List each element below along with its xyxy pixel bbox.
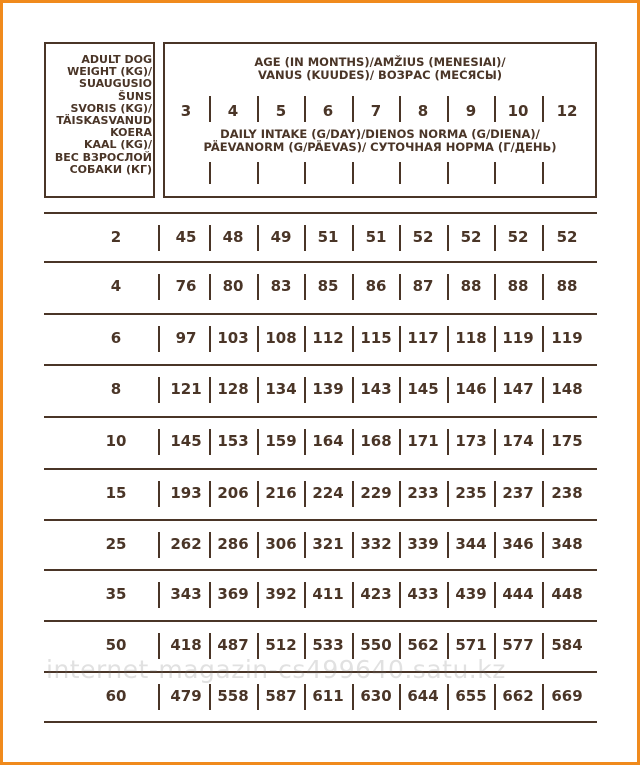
row-separator xyxy=(399,532,401,558)
row-separator xyxy=(304,429,306,455)
header-separator xyxy=(542,96,544,122)
age-column-header: 7 xyxy=(370,102,382,120)
age-header-box xyxy=(163,42,597,198)
intake-cell: 49 xyxy=(270,227,292,246)
weight-header-line: TÄISKASVANUD xyxy=(56,114,152,128)
intake-cell: 86 xyxy=(365,276,387,295)
intake-cell: 423 xyxy=(360,584,392,603)
intake-cell: 88 xyxy=(460,276,482,295)
age-column-header: 6 xyxy=(322,102,334,120)
age-column-header: 9 xyxy=(465,102,477,120)
row-separator xyxy=(352,532,354,558)
intake-cell: 85 xyxy=(317,276,339,295)
header-separator xyxy=(542,162,544,184)
weight-cell: 4 xyxy=(110,276,122,295)
row-separator xyxy=(304,481,306,507)
intake-cell: 571 xyxy=(455,635,487,654)
intake-cell: 52 xyxy=(556,227,578,246)
intake-cell: 344 xyxy=(455,534,487,553)
weight-cell: 15 xyxy=(105,483,127,502)
row-separator xyxy=(257,326,259,352)
intake-cell: 51 xyxy=(317,227,339,246)
row-separator xyxy=(494,377,496,403)
weight-header-line: ŠUNS xyxy=(118,89,152,103)
row-separator xyxy=(158,377,160,403)
age-column-header: 3 xyxy=(180,102,192,120)
row-separator xyxy=(399,326,401,352)
row-separator xyxy=(494,481,496,507)
weight-header-line: KOERA xyxy=(110,126,152,140)
row-separator xyxy=(304,225,306,251)
row-separator xyxy=(494,532,496,558)
header-separator xyxy=(209,162,211,184)
row-separator xyxy=(399,377,401,403)
row-separator xyxy=(209,633,211,659)
row-separator xyxy=(494,684,496,710)
intake-cell: 147 xyxy=(502,379,534,398)
intake-cell: 134 xyxy=(265,379,297,398)
intake-cell: 262 xyxy=(170,534,202,553)
row-divider xyxy=(44,261,597,263)
header-separator xyxy=(447,96,449,122)
row-separator xyxy=(304,582,306,608)
intake-cell: 587 xyxy=(265,686,297,705)
intake-cell: 118 xyxy=(455,328,487,347)
row-separator xyxy=(542,582,544,608)
row-divider xyxy=(44,721,597,723)
intake-cell: 168 xyxy=(360,431,392,450)
weight-header-box xyxy=(44,42,155,198)
row-separator xyxy=(447,377,449,403)
intake-cell: 238 xyxy=(551,483,583,502)
weight-cell: 50 xyxy=(105,635,127,654)
intake-cell: 433 xyxy=(407,584,439,603)
intake-cell: 448 xyxy=(551,584,583,603)
intake-cell: 479 xyxy=(170,686,202,705)
intake-cell: 439 xyxy=(455,584,487,603)
age-header-line-1: AGE (IN MONTHS)/AMŽIUS (MENESIAI)/ xyxy=(254,55,506,69)
weight-header-line: ADULT DOG xyxy=(81,53,152,66)
row-separator xyxy=(257,582,259,608)
row-separator xyxy=(542,429,544,455)
row-separator xyxy=(209,326,211,352)
intake-cell: 562 xyxy=(407,635,439,654)
row-separator xyxy=(494,633,496,659)
row-divider xyxy=(44,468,597,470)
row-separator xyxy=(158,532,160,558)
intake-cell: 306 xyxy=(265,534,297,553)
intake-cell: 206 xyxy=(217,483,249,502)
row-separator xyxy=(304,326,306,352)
intake-cell: 237 xyxy=(502,483,534,502)
header-separator xyxy=(257,162,259,184)
intake-cell: 146 xyxy=(455,379,487,398)
row-separator xyxy=(209,274,211,300)
intake-cell: 229 xyxy=(360,483,392,502)
row-separator xyxy=(209,532,211,558)
intake-cell: 121 xyxy=(170,379,202,398)
row-separator xyxy=(209,684,211,710)
row-separator xyxy=(209,377,211,403)
row-separator xyxy=(542,326,544,352)
row-separator xyxy=(542,684,544,710)
row-divider xyxy=(44,671,597,673)
intake-cell: 286 xyxy=(217,534,249,553)
row-separator xyxy=(209,582,211,608)
row-separator xyxy=(257,532,259,558)
row-separator xyxy=(399,429,401,455)
intake-cell: 52 xyxy=(460,227,482,246)
weight-cell: 8 xyxy=(110,379,122,398)
intake-cell: 175 xyxy=(551,431,583,450)
row-separator xyxy=(209,225,211,251)
header-separator xyxy=(352,162,354,184)
watermark-text: internet-magazin-cs499640.satu.kz xyxy=(46,655,506,684)
intake-cell: 76 xyxy=(175,276,197,295)
header-separator xyxy=(494,162,496,184)
intake-cell: 369 xyxy=(217,584,249,603)
intake-cell: 45 xyxy=(175,227,197,246)
intake-cell: 159 xyxy=(265,431,297,450)
intake-cell: 512 xyxy=(265,635,297,654)
row-separator xyxy=(542,377,544,403)
intake-cell: 193 xyxy=(170,483,202,502)
weight-cell: 60 xyxy=(105,686,127,705)
row-separator xyxy=(304,377,306,403)
row-separator xyxy=(158,225,160,251)
intake-cell: 577 xyxy=(502,635,534,654)
intake-header-line-2: PÄEVANORM (G/PÄEVAS)/ СУТОЧНАЯ НОРМА (Г/ДЕНЬ) xyxy=(203,140,557,154)
intake-cell: 533 xyxy=(312,635,344,654)
intake-cell: 108 xyxy=(265,328,297,347)
row-separator xyxy=(542,532,544,558)
row-divider xyxy=(44,313,597,315)
header-separator xyxy=(399,162,401,184)
row-separator xyxy=(447,633,449,659)
row-separator xyxy=(447,481,449,507)
row-separator xyxy=(399,684,401,710)
weight-cell: 10 xyxy=(105,431,127,450)
row-separator xyxy=(494,429,496,455)
intake-cell: 550 xyxy=(360,635,392,654)
intake-cell: 611 xyxy=(312,686,344,705)
row-separator xyxy=(158,274,160,300)
row-separator xyxy=(542,274,544,300)
age-header-line-2: VANUS (KUUDES)/ ВОЗРАС (МЕСЯСЫ) xyxy=(258,68,502,82)
intake-cell: 171 xyxy=(407,431,439,450)
intake-cell: 669 xyxy=(551,686,583,705)
row-separator xyxy=(158,582,160,608)
row-separator xyxy=(494,274,496,300)
row-separator xyxy=(494,326,496,352)
intake-cell: 97 xyxy=(175,328,197,347)
row-divider xyxy=(44,620,597,622)
intake-cell: 173 xyxy=(455,431,487,450)
intake-cell: 153 xyxy=(217,431,249,450)
intake-cell: 52 xyxy=(507,227,529,246)
intake-cell: 233 xyxy=(407,483,439,502)
intake-cell: 51 xyxy=(365,227,387,246)
header-separator xyxy=(304,162,306,184)
row-separator xyxy=(158,633,160,659)
row-separator xyxy=(352,684,354,710)
row-separator xyxy=(447,274,449,300)
row-separator xyxy=(257,684,259,710)
row-separator xyxy=(494,225,496,251)
weight-header-line: SVORIS (KG)/ xyxy=(70,101,152,115)
row-separator xyxy=(257,274,259,300)
intake-cell: 644 xyxy=(407,686,439,705)
age-column-header: 8 xyxy=(417,102,429,120)
row-separator xyxy=(352,582,354,608)
weight-header-line: СОБАКИ (КГ) xyxy=(69,162,152,176)
intake-cell: 119 xyxy=(502,328,534,347)
intake-cell: 662 xyxy=(502,686,534,705)
weight-cell: 35 xyxy=(105,584,127,603)
row-separator xyxy=(447,582,449,608)
intake-cell: 224 xyxy=(312,483,344,502)
intake-header-text xyxy=(165,128,595,154)
row-separator xyxy=(399,633,401,659)
intake-cell: 88 xyxy=(507,276,529,295)
row-separator xyxy=(399,582,401,608)
weight-header-line: WEIGHT (KG)/ xyxy=(67,65,152,79)
intake-cell: 630 xyxy=(360,686,392,705)
row-divider xyxy=(44,519,597,521)
intake-cell: 321 xyxy=(312,534,344,553)
row-separator xyxy=(257,429,259,455)
weight-header-line: ВЕС ВЗРОСЛОЙ xyxy=(54,150,152,164)
row-separator xyxy=(352,274,354,300)
row-divider xyxy=(44,416,597,418)
intake-cell: 87 xyxy=(412,276,434,295)
row-separator xyxy=(352,429,354,455)
intake-cell: 444 xyxy=(502,584,534,603)
row-divider xyxy=(44,364,597,366)
intake-cell: 117 xyxy=(407,328,439,347)
intake-cell: 174 xyxy=(502,431,534,450)
intake-cell: 115 xyxy=(360,328,392,347)
row-separator xyxy=(158,326,160,352)
intake-cell: 88 xyxy=(556,276,578,295)
weight-cell: 6 xyxy=(110,328,122,347)
weight-cell: 25 xyxy=(105,534,127,553)
row-separator xyxy=(494,582,496,608)
row-divider xyxy=(44,212,597,214)
intake-cell: 216 xyxy=(265,483,297,502)
header-separator xyxy=(399,96,401,122)
row-separator xyxy=(209,481,211,507)
intake-cell: 411 xyxy=(312,584,344,603)
header-separator xyxy=(304,96,306,122)
row-separator xyxy=(447,532,449,558)
header-separator xyxy=(257,96,259,122)
row-separator xyxy=(257,377,259,403)
row-separator xyxy=(158,429,160,455)
row-separator xyxy=(209,429,211,455)
intake-cell: 145 xyxy=(170,431,202,450)
intake-cell: 80 xyxy=(222,276,244,295)
intake-cell: 418 xyxy=(170,635,202,654)
intake-cell: 332 xyxy=(360,534,392,553)
intake-cell: 103 xyxy=(217,328,249,347)
row-separator xyxy=(447,684,449,710)
row-separator xyxy=(304,684,306,710)
intake-cell: 558 xyxy=(217,686,249,705)
intake-cell: 148 xyxy=(551,379,583,398)
row-separator xyxy=(304,633,306,659)
intake-cell: 145 xyxy=(407,379,439,398)
row-separator xyxy=(352,633,354,659)
age-column-header: 10 xyxy=(507,102,529,120)
intake-cell: 164 xyxy=(312,431,344,450)
age-column-header: 4 xyxy=(227,102,239,120)
header-separator xyxy=(209,96,211,122)
intake-cell: 52 xyxy=(412,227,434,246)
intake-cell: 119 xyxy=(551,328,583,347)
header-separator xyxy=(352,96,354,122)
row-separator xyxy=(257,225,259,251)
intake-cell: 143 xyxy=(360,379,392,398)
row-separator xyxy=(158,481,160,507)
row-separator xyxy=(352,481,354,507)
row-separator xyxy=(158,684,160,710)
age-header-text xyxy=(165,56,595,82)
intake-cell: 48 xyxy=(222,227,244,246)
row-separator xyxy=(352,225,354,251)
row-separator xyxy=(542,225,544,251)
row-separator xyxy=(352,326,354,352)
intake-cell: 83 xyxy=(270,276,292,295)
row-separator xyxy=(447,429,449,455)
intake-cell: 128 xyxy=(217,379,249,398)
intake-cell: 346 xyxy=(502,534,534,553)
intake-cell: 584 xyxy=(551,635,583,654)
intake-cell: 655 xyxy=(455,686,487,705)
intake-cell: 343 xyxy=(170,584,202,603)
row-separator xyxy=(447,326,449,352)
row-separator xyxy=(257,481,259,507)
intake-header-line-1: DAILY INTAKE (G/DAY)/DIENOS NORMA (G/DIENA)/ xyxy=(220,127,540,141)
weight-header-text xyxy=(46,54,152,176)
row-divider xyxy=(44,569,597,571)
row-separator xyxy=(304,532,306,558)
age-column-header: 5 xyxy=(275,102,287,120)
row-separator xyxy=(542,633,544,659)
intake-cell: 348 xyxy=(551,534,583,553)
intake-cell: 235 xyxy=(455,483,487,502)
weight-cell: 2 xyxy=(110,227,122,246)
row-separator xyxy=(447,225,449,251)
intake-cell: 112 xyxy=(312,328,344,347)
intake-cell: 139 xyxy=(312,379,344,398)
age-column-header: 12 xyxy=(556,102,578,120)
row-separator xyxy=(399,481,401,507)
row-separator xyxy=(542,481,544,507)
weight-header-line: SUAUGUSIO xyxy=(79,77,152,91)
row-separator xyxy=(399,274,401,300)
intake-cell: 487 xyxy=(217,635,249,654)
header-separator xyxy=(494,96,496,122)
intake-cell: 339 xyxy=(407,534,439,553)
intake-cell: 392 xyxy=(265,584,297,603)
row-separator xyxy=(257,633,259,659)
header-separator xyxy=(447,162,449,184)
row-separator xyxy=(304,274,306,300)
row-separator xyxy=(399,225,401,251)
row-separator xyxy=(352,377,354,403)
weight-header-line: KAAL (KG)/ xyxy=(83,138,152,152)
